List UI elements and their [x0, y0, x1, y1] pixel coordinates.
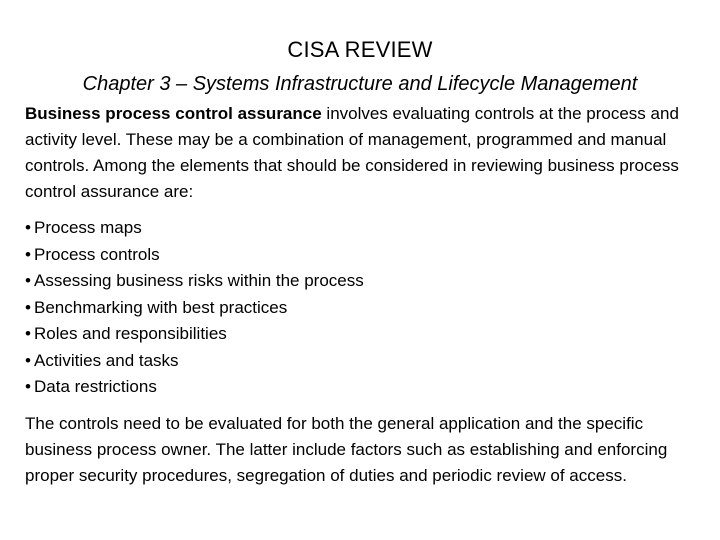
bullet-icon: • [25, 271, 31, 290]
list-item-text: Process maps [34, 218, 142, 237]
intro-paragraph [25, 101, 705, 205]
list-item [25, 268, 705, 295]
list-item [25, 321, 705, 348]
list-item [25, 295, 705, 322]
list-item [25, 242, 705, 269]
list-item-text: Assessing business risks within the process [34, 271, 364, 290]
list-item [25, 374, 705, 401]
bullet-icon: • [25, 244, 31, 264]
bullet-icon: • [25, 377, 31, 396]
bullet-list [25, 215, 705, 401]
list-item-text: Benchmarking with best practices [34, 297, 288, 317]
list-item-text: Process controls [34, 244, 160, 264]
bullet-icon: • [25, 218, 31, 237]
list-item-text: Data restrictions [34, 377, 157, 396]
closing-paragraph: The controls need to be evaluated for both the general application and the specific business process owner. The latter include factors such as establishing and enforcing proper security procedures, segregation of duties and periodic review of access. [25, 413, 668, 485]
slide-title: CISA REVIEW [287, 37, 433, 62]
slide-subtitle: Chapter 3 – Systems Infrastructure and Lifecycle Management [82, 73, 638, 95]
bullet-icon: • [25, 324, 31, 343]
list-item [25, 348, 705, 375]
intro-text: involves evaluating controls at the process and activity level. These may be a combination of management, programmed and manual controls. Among the elements that should be considered in reviewing business process control assurance are: [25, 104, 679, 201]
bullet-icon: • [25, 350, 31, 370]
intro-bold-term: Business process control assurance [25, 104, 322, 123]
list-item-text: Activities and tasks [34, 350, 179, 370]
bullet-icon: • [25, 297, 31, 317]
list-item [25, 215, 705, 242]
slide-body [25, 101, 705, 489]
list-item-text: Roles and responsibilities [34, 324, 227, 343]
